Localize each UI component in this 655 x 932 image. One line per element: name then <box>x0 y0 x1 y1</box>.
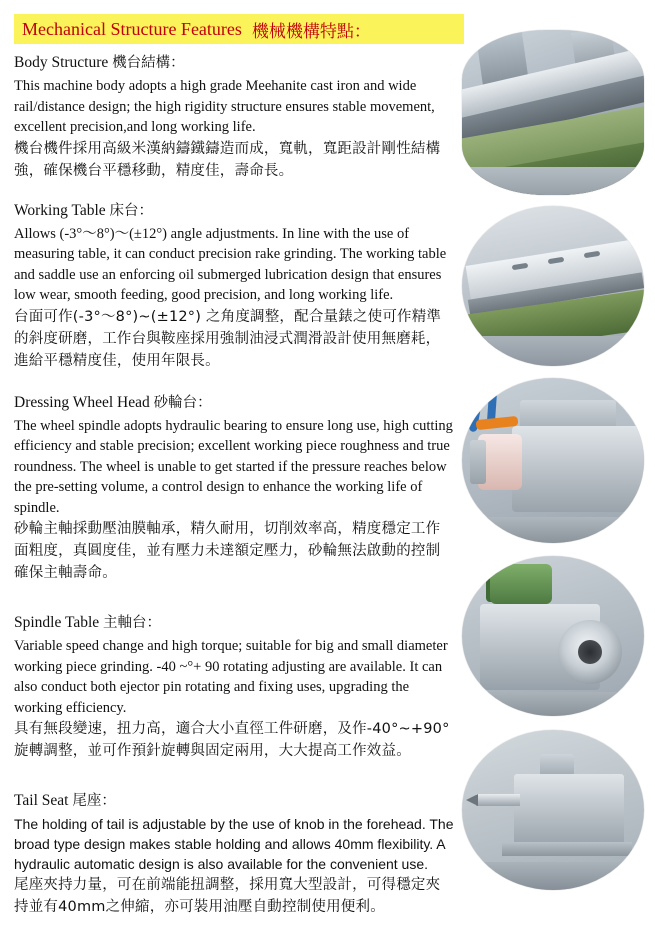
section-body-english: Variable speed change and high torque; suitable for big and small diameter working piece grinding. -40 ~°+ 90 rotating adjusting are available. It can also conduct both ejector pin rotating and fixing uses, upgrading the working efficiency. <box>14 638 448 716</box>
section-heading <box>14 52 454 74</box>
section-body-english: The wheel spindle adopts hydraulic bearing to ensure long use, high cutting efficiency and stable precision; excellent working piece roughness and true roundness. The wheel is unable to get started if the pressure reaches below the pre-setting volume, a control design to enhance the working life of spindle. <box>14 417 453 516</box>
section-body-structure <box>14 52 454 182</box>
page-title-english: Mechanical Structure Features <box>22 18 242 39</box>
section-heading-english: Body Structure <box>14 54 109 71</box>
page-title-chinese: 機械機構特點： <box>251 21 371 42</box>
section-body-chinese: 具有無段變速，扭力高，適合大小直徑工件研磨，及作-40°~+90°旋轉調整，並可作預針旋轉與固定兩用，大大提高工作效益。 <box>14 721 450 759</box>
spindle-table-photo <box>462 556 644 716</box>
photo-content <box>462 378 644 543</box>
tail-seat-photo <box>462 730 644 890</box>
section-body-english: This machine body adopts a high grade Meehanite cast iron and wide rail/distance design; the high rigidity structure ensures stable movement, excellent precision,and long working life. <box>14 78 435 135</box>
section-working-table <box>14 200 454 372</box>
content-column <box>14 52 454 932</box>
working-table-photo <box>462 206 644 366</box>
section-heading-english: Working Table <box>14 201 106 219</box>
section-heading-chinese: 機台結構： <box>112 55 185 71</box>
section-heading-chinese: 砂輪台： <box>153 394 212 411</box>
photo-content <box>462 30 644 195</box>
photo-content <box>462 206 644 366</box>
section-heading-chinese: 尾座： <box>72 793 116 809</box>
section-body-chinese: 砂輪主軸採動壓油膜軸承，精久耐用，切削效率高，精度穩定工作面粗度，真圓度佳，並有壓力未達額定壓力，砂輪無法啟動的控制確保主軸壽命。 <box>14 521 441 581</box>
page-title <box>14 14 464 44</box>
section-heading-english: Tail Seat <box>14 792 69 809</box>
photo-content <box>462 556 644 716</box>
section-dressing-wheel-head <box>14 392 454 585</box>
section-heading-chinese: 主軸台： <box>103 615 162 631</box>
section-body-english: Allows (-3°～8°)～(±12°) angle adjustments. In line with the use of measuring table, it can conduct precision rake grinding. The working table and saddle use an enforcing oil submerged lubrication design that ensures low wear, smooth feeding, good precision, and long working life. <box>14 225 447 303</box>
section-body-chinese: 台面可作(-3°～8°)~(±12°) 之角度調整，配合量錶之使可作精準的斜度研磨，工作台與鞍座採用強制油浸式潤滑設計使用無磨耗，進給平穩精度佳，使用年限長。 <box>14 308 442 369</box>
section-heading-chinese: 床台： <box>109 202 154 219</box>
section-heading <box>14 790 454 812</box>
section-body-chinese: 尾座夾持力量，可在前端能扭調整，採用寬大型設計，可得穩定夾持並有40mm之伸縮，亦可裝用油壓自動控制使用便利。 <box>14 877 441 915</box>
body-structure-photo <box>462 30 644 195</box>
section-body-english: The holding of tail is adjustable by the use of knob in the forehead. The broad type design makes stable holding and allows 40mm flexibility. A hydraulic automatic design is also available for the convenient use. <box>14 816 454 872</box>
section-tail-seat <box>14 790 454 918</box>
dressing-wheel-head-photo <box>462 378 644 543</box>
section-heading <box>14 612 454 634</box>
section-body-chinese: 機台機件採用高級米漢納鑄鐵鑄造而成，寬軌，寬距設計剛性結構強，確保機台平穩移動，精度佳，壽命長。 <box>14 140 441 179</box>
section-spindle-table <box>14 612 454 762</box>
section-heading-english: Dressing Wheel Head <box>14 393 150 411</box>
section-heading <box>14 200 454 222</box>
section-heading-english: Spindle Table <box>14 614 100 631</box>
section-heading <box>14 392 454 414</box>
photo-content <box>462 730 644 890</box>
